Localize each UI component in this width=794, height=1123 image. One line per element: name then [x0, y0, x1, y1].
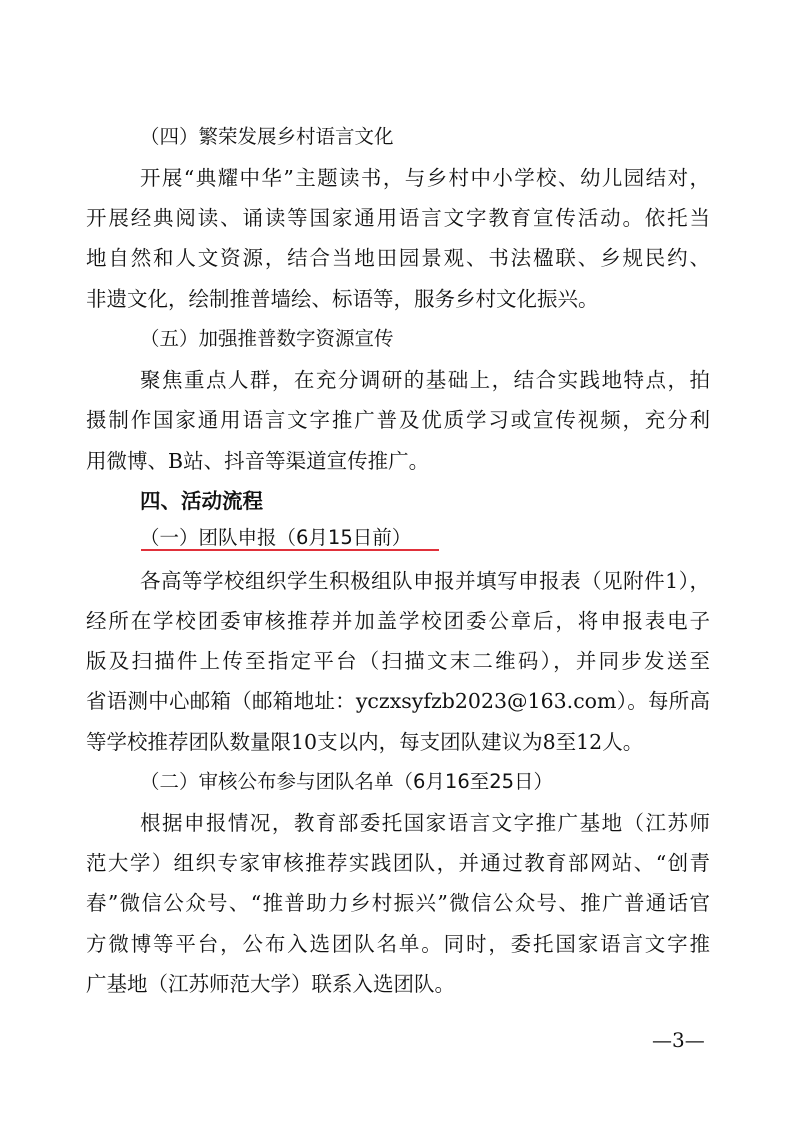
paragraph-line: 范大学）组织专家审核推荐实践团队，并通过教育部网站、“创青: [86, 851, 710, 875]
section-heading-5: （五）加强推普数字资源宣传: [140, 327, 394, 350]
paragraph-line: 地自然和人文资源，结合当地田园景观、书法楹联、乡规民约、: [86, 246, 710, 270]
paragraph-line: 方微博等平台，公布入选团队名单。同时，委托国家语言文字推: [86, 932, 710, 956]
main-heading: 四、活动流程: [140, 489, 263, 513]
procedure-heading-2: （二）审核公布参与团队名单（6月16至25日）: [140, 770, 554, 793]
paragraph-line: 用微博、B站、抖音等渠道宣传推广。: [86, 449, 430, 473]
procedure-heading-1: （一）团队申报（6月15日前）: [140, 526, 412, 549]
red-underline-annotation: [141, 549, 439, 551]
paragraph-line: 版及扫描件上传至指定平台（扫描文末二维码），并同步发送至: [86, 649, 710, 673]
paragraph-line: 非遗文化，绘制推普墙绘、标语等，服务乡村文化振兴。: [86, 287, 599, 311]
paragraph-line: 开展“典耀中华”主题读书，与乡村中小学校、幼儿园结对，: [140, 166, 710, 190]
paragraph-line: 聚焦重点人群，在充分调研的基础上，结合实践地特点，拍: [140, 368, 710, 392]
section-heading-4: （四）繁荣发展乡村语言文化: [140, 125, 394, 148]
paragraph-line: 等学校推荐团队数量限10支以内，每支团队建议为8至12人。: [86, 730, 644, 754]
paragraph-line: 开展经典阅读、诵读等国家通用语言文字教育宣传活动。依托当: [86, 206, 710, 230]
paragraph-line: 省语测中心邮箱（邮箱地址：yczxsyfzb2023@163.com）。每所高: [86, 689, 710, 713]
paragraph-line: 广基地（江苏师范大学）联系入选团队。: [86, 972, 455, 996]
page-number: —3—: [652, 1028, 705, 1052]
paragraph-line: 春”微信公众号、“推普助力乡村振兴”微信公众号、推广普通话官: [86, 891, 710, 915]
paragraph-line: 摄制作国家通用语言文字推广普及优质学习或宣传视频，充分利: [86, 408, 710, 432]
paragraph-line: 经所在学校团委审核推荐并加盖学校团委公章后，将申报表电子: [86, 609, 710, 633]
paragraph-line: 各高等学校组织学生积极组队申报并填写申报表（见附件1），: [140, 569, 710, 593]
paragraph-line: 根据申报情况，教育部委托国家语言文字推广基地（江苏师: [140, 811, 710, 835]
